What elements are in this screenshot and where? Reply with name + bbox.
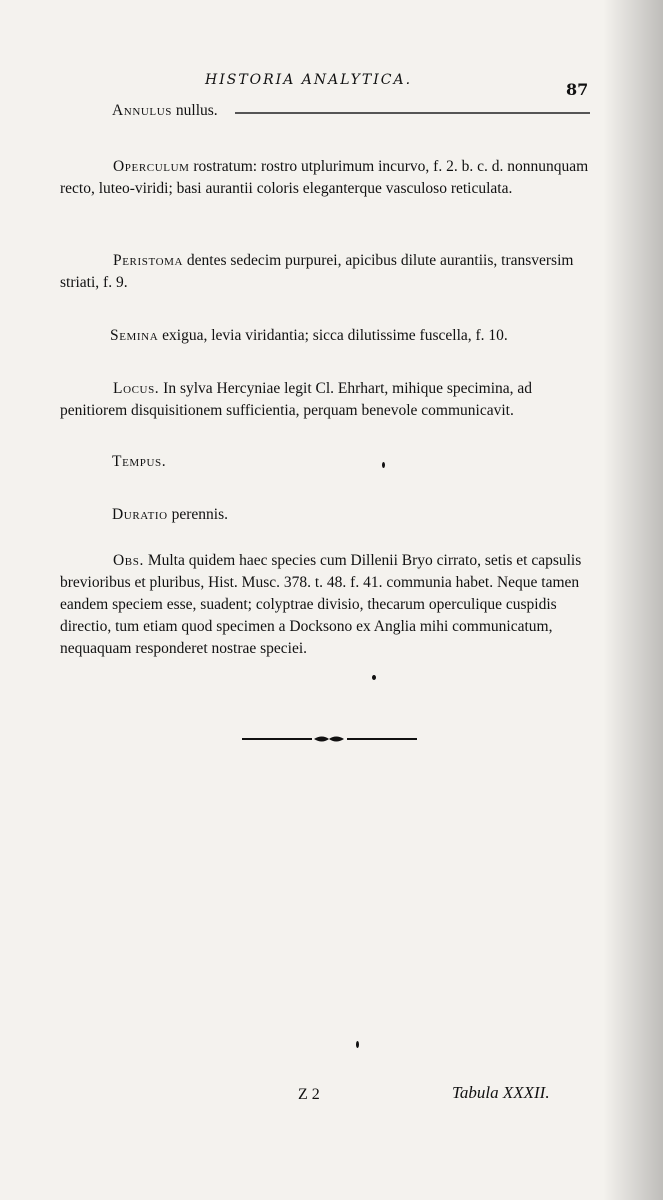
peristoma-text: dentes sedecim purpurei, apicibus dilute aurantiis, transversim striati, f. 9. [60,252,574,291]
obs-text: Multa quidem haec species cum Dillenii Bryo cirrato, setis et capsulis brevioribus et pluribus, Hist. Musc. 378. t. 48. f. 41. communia habet. Neque tamen eandem speciem esse, suadent; colyptrae divisio, thecarum operculique cuspidis directio, tum etiam quod specimen a Docksono ex Anglia mihi communicatum, nequaquam responderet nostrae speciei. [60,552,582,657]
locus-paragraph [60,378,590,422]
peristoma-paragraph [60,250,590,294]
tempus-label: Tempus. [112,453,167,470]
page-edge-shadow [603,0,663,1200]
duratio-paragraph [112,504,590,526]
running-head: HISTORIA ANALYTICA. [205,72,413,88]
ink-speck [382,462,385,468]
ink-speck [356,1041,359,1048]
operculum-paragraph [60,156,590,200]
semina-text: exigua, levia viridantia; sicca dilutissime fuscella, f. 10. [158,327,508,344]
duratio-label: Duratio [112,506,168,523]
operculum-label: Operculum [113,158,190,175]
page-number: 87 [566,80,589,99]
semina-label: Semina [110,327,159,344]
signature-mark: Z 2 [298,1086,320,1103]
ink-speck [372,675,376,680]
obs-label: Obs. [113,552,144,569]
ornament-rule [242,734,417,744]
tempus-paragraph [112,451,590,473]
semina-paragraph [110,325,588,347]
duratio-text: perennis. [167,506,228,523]
annulus-label: Annulus [112,102,173,119]
annulus-paragraph [112,100,590,122]
annulus-text: nullus. [172,102,218,119]
operculum-text: rostratum: rostro utplurimum incurvo, f. 2. b. c. d. nonnunquam recto, luteo-viridi; basi aurantii coloris eleganterque vasculoso reticulata. [60,158,589,197]
locus-text: In sylva Hercyniae legit Cl. Ehrhart, mihique specimina, ad penitiorem disquisitionem sufficientia, perquam benevole communicavit. [60,380,533,419]
catchword: Tabula XXXII. [452,1083,550,1102]
locus-label: Locus. [113,380,160,397]
obs-paragraph [60,550,590,660]
peristoma-label: Peristoma [113,252,184,269]
